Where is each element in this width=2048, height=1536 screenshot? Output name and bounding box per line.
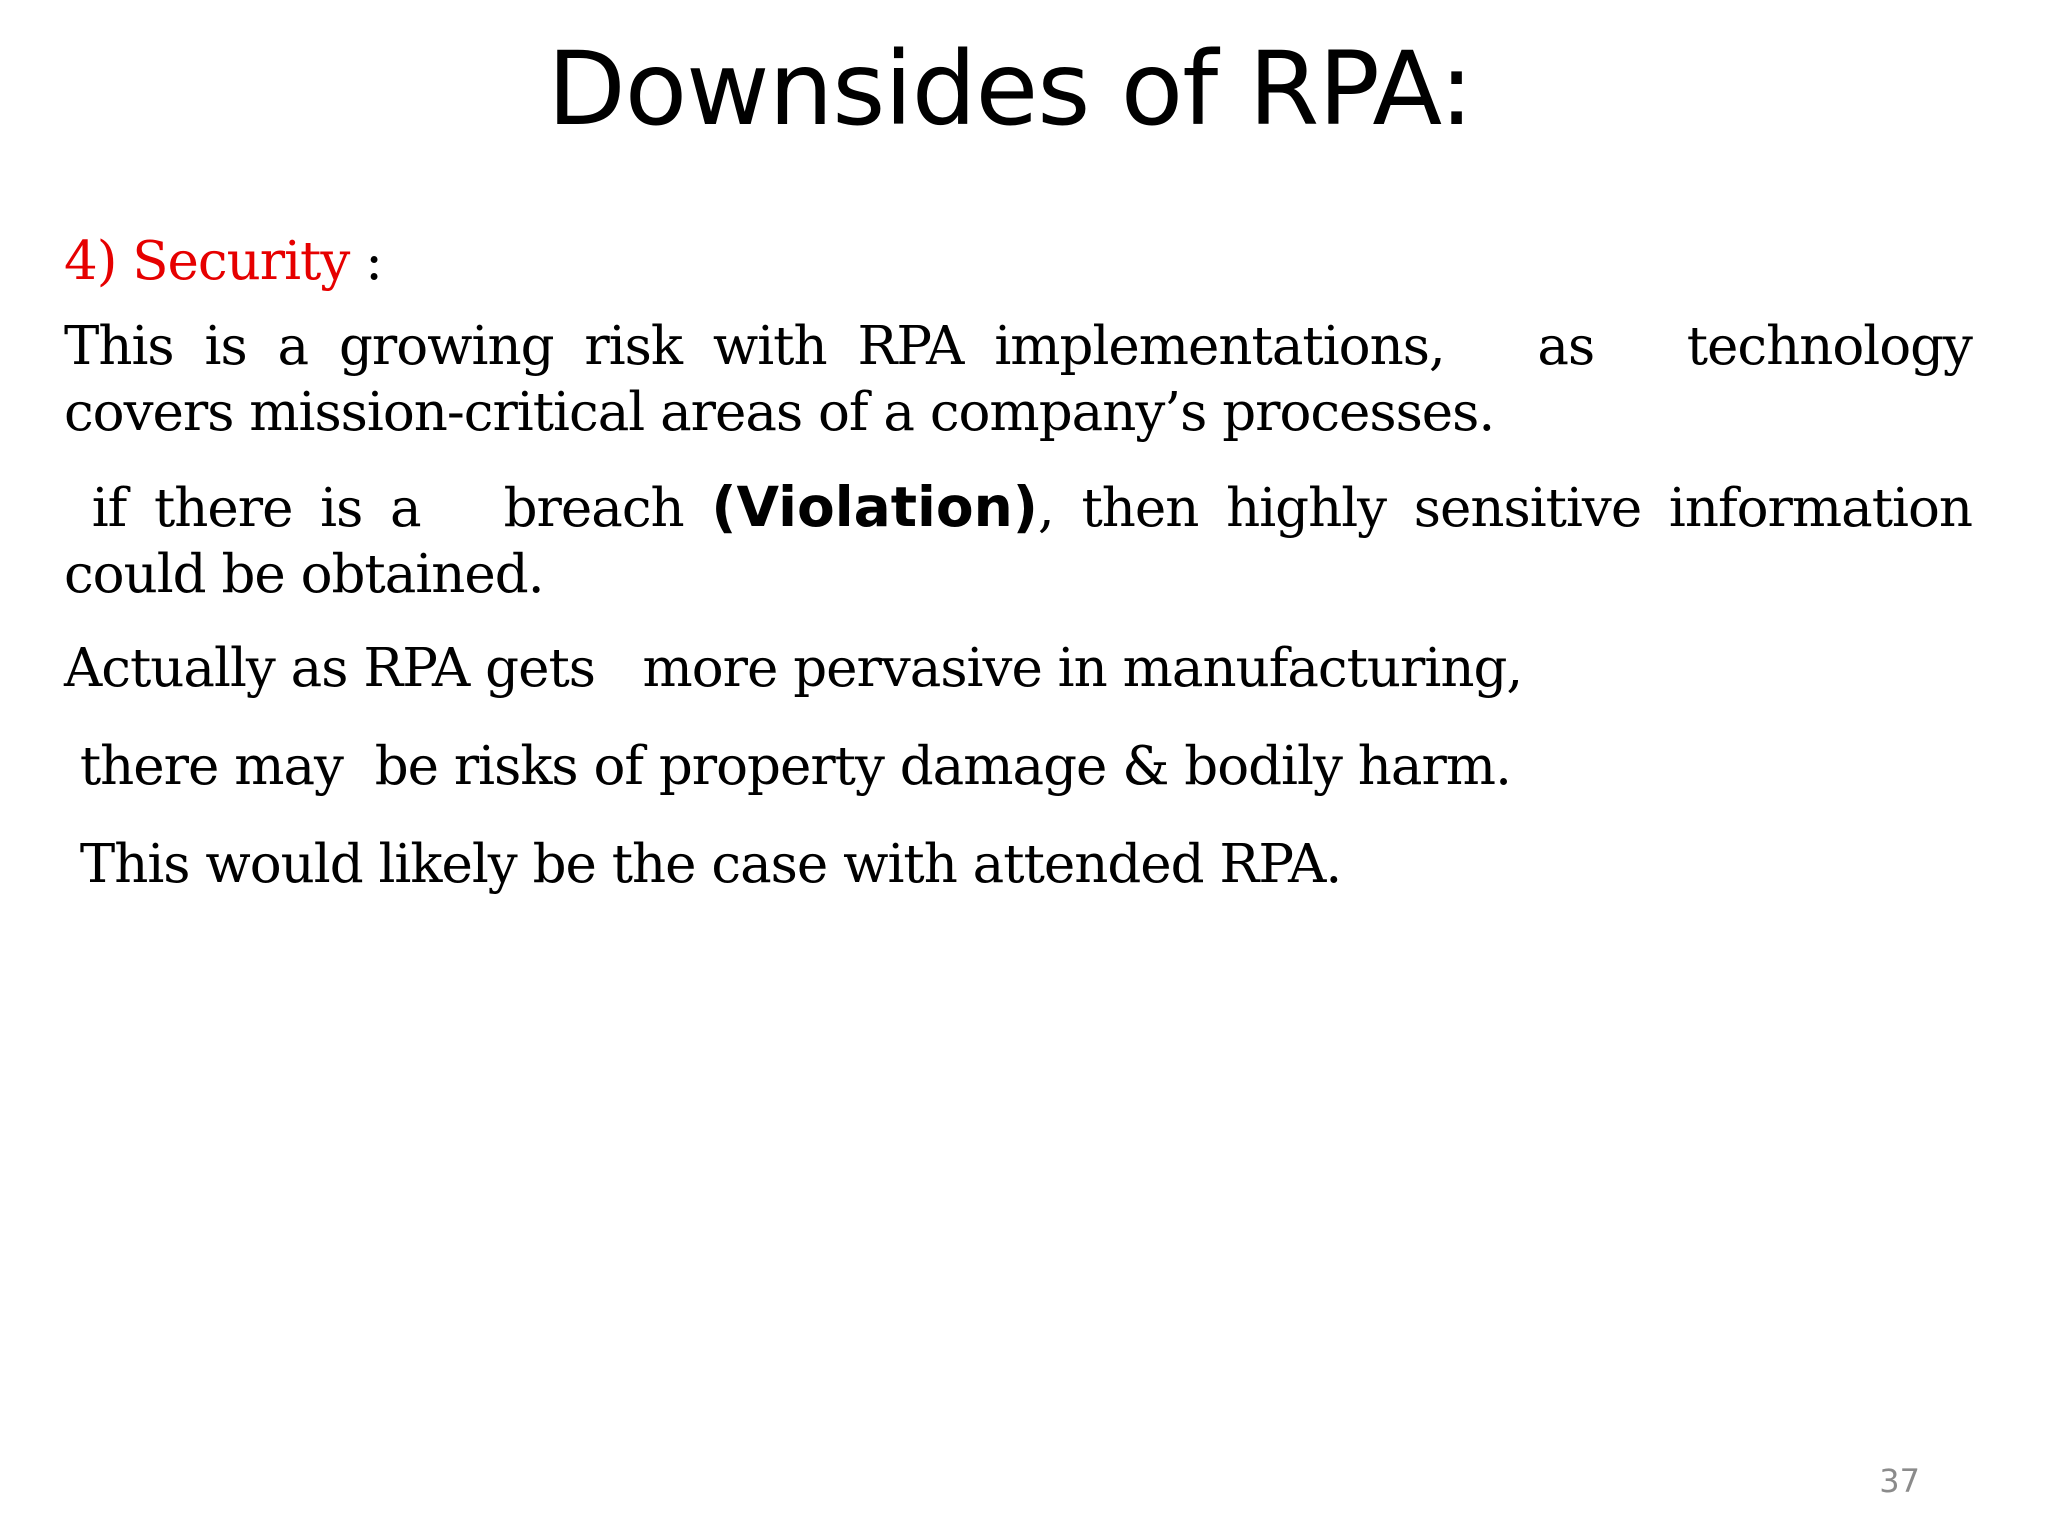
- line-manufacturing: Actually as RPA gets more pervasive in manufacturing,: [64, 638, 1523, 699]
- paragraph-breach-start: if there is a breach: [64, 478, 712, 539]
- section-heading-label: 4) Security: [64, 231, 350, 292]
- paragraph-risk: This is a growing risk with RPA implementations, as technology covers mission-critical areas of a company’s processes.: [64, 316, 2036, 443]
- section-heading: [64, 222, 1972, 302]
- section-heading-colon: :: [349, 231, 382, 292]
- paragraph-breach-end: , then highly sensitive information could be obtained.: [64, 478, 1988, 605]
- paragraph-breach: [64, 474, 1988, 608]
- page-number: 37: [1879, 1462, 1920, 1500]
- line-attended-rpa: This would likely be the case with attended RPA.: [64, 834, 1342, 895]
- slide-title: Downsides of RPA:: [547, 30, 1473, 149]
- violation-emphasis: (Violation): [711, 475, 1038, 539]
- line-property-damage: there may be risks of property damage & bodily harm.: [64, 736, 1511, 797]
- slide-body: [64, 222, 2036, 930]
